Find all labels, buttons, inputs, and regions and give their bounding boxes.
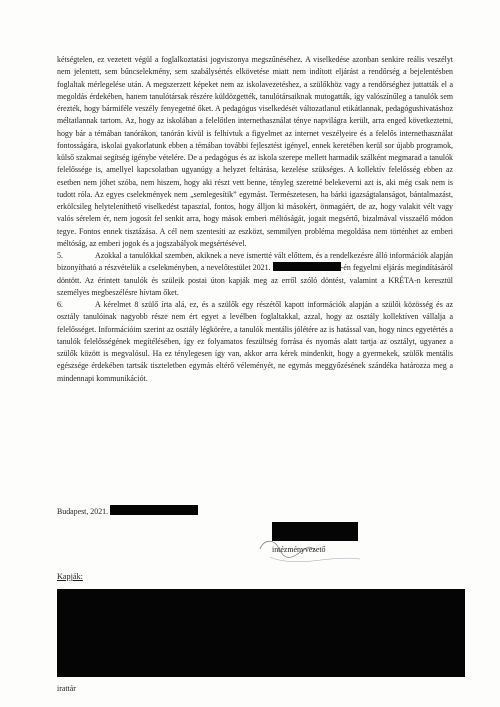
document-body: [57, 54, 453, 385]
paragraph-5-text-start: Azokkal a tanulókkal szemben, akiknek a neve ismertté vált előttem, és a rendelkezésre álló információk alapján bizonyítható a részvételük a cselekményben, a nevelőtestület 2021.: [57, 251, 453, 273]
redacted-recipient-list: [57, 589, 465, 677]
paragraph-6-text: A kérelmet 8 szülő írta alá, ez, és a szülők egy részétől kapott információk alapján a szülői közösség és az osztály tanulóinak nagyobb része nem ért egyet a levélben foglaltakkal, azzal, hogy az osztály kollektíven vállalja a felelősséget. Információim szerint az osztály légkörére, a tanulók mentális jólétére az is hatással van, hogy nincs egyetértés a tanulók felelősségének megítélésében, így ez folyamatos feszültség forrása és nyomás alatt tartja az osztályt, ugyanez a szülők között is megvalósul. Ha ez ténylegesen így van, akkor arra kérek mindenkit, hogy a gyermekek, szülők mentális egészsége érdekében tartsák tiszteletben egymás eltérő véleményét, ne egymás meggyőzésének szándéka határozza meg a mindennapi kommunikációt.: [57, 300, 453, 383]
archive-label: irattár: [57, 684, 76, 693]
signatory-role: intézményvezető: [272, 545, 326, 554]
paragraph-6: [57, 299, 453, 385]
paragraph-continuation: kétségtelen, ez vezetett végül a foglalkoztatási jogviszonya megszűnéséhez. A viselkedése azonban senkire reális veszélyt nem jelentett, sem bűncselekmény, sem szabálysértés elkövetése miatt nem indított eljárást a rendőrség a bejelentésben foglaltak mérlegelése után. A megszerzett képeket nem az iskolavezetéshez, a szülőkhöz vagy a rendőrséghez juttatták el a megoldás érdekében, hanem tanulótársak részére küldözgették, tanulótársaiknak mutogatták, így valószínűleg a tanulók sem érezték, hogy bármiféle veszély fenyegetné őket. A pedagógus viselkedését változatlanul etikátlannak, pedagógushivatáshoz méltatlannak tartom. Az, hogy az iskolában a felelőtlen internethasználat ténye napvilágra került, arra enged következtetni, hogy bár a témában tanórákon, tanórán kívül is felhívtuk a figyelmet az internet veszélyeire és a felelős internethasználat fontosságára, iskolai gyakorlatunk ebben a témában további fejlesztést igényel, ennek keretében kerül sor újabb programok, külső szakmai segítség igénybe vételére. De a pedagógus és az iskola szerepe mellett harmadik szálként megmarad a tanulók felelőssége is, amellyel kapcsolatban ugyanúgy a helyzet feltárása, kezelése szükséges. A kollektív felelősség ebben az esetben nem jöhet szóba, nem hiszem, hogy aki részt vett benne, tényleg szeretné belekeverni azt is, aki még csak nem is tudott róla. Az egyes cselekmények nem „semlegesítik” egymást. Természetesen, ha bárki igazságtalanságot, bántalmazást, erkölcsileg helyteleníthető viselkedést tapasztal, fontos, hogy álljon ki másokért, önmagáért, de az, hogy valakit vélt vagy valós sérelem ér, nem jogosít fel senkit arra, hogy mások emberi méltóságát, jogait megsértő, bizalmával visszaélő módon tegye. Fontos ennek tisztázása. A cél nem szentesíti az eszközt, semmilyen probléma megoldása nem történhet az emberi méltóság, az emberi jogok és a jogszabályok megsértésével.: [57, 55, 453, 248]
paragraph-5-text-end: -én fegyelmi eljárás megindításáról döntött. Az érintett tanulók és szüleik postai úton kapják meg az erről szóló döntést, valamint a KRÉTA-n keresztül személyes megbeszélésre hívtam őket.: [57, 263, 453, 297]
paragraph-5: [57, 250, 453, 299]
redacted-date-block: [110, 505, 198, 515]
recipients-heading: Kapják:: [57, 572, 83, 581]
redacted-date: [273, 262, 333, 271]
paragraph-5-number: 5.: [57, 251, 63, 260]
redacted-date-continuation: [333, 262, 341, 271]
place-date-text: Budapest, 2021.: [57, 507, 109, 516]
paragraph-6-number: 6.: [57, 300, 63, 309]
place-and-date: [57, 505, 198, 516]
